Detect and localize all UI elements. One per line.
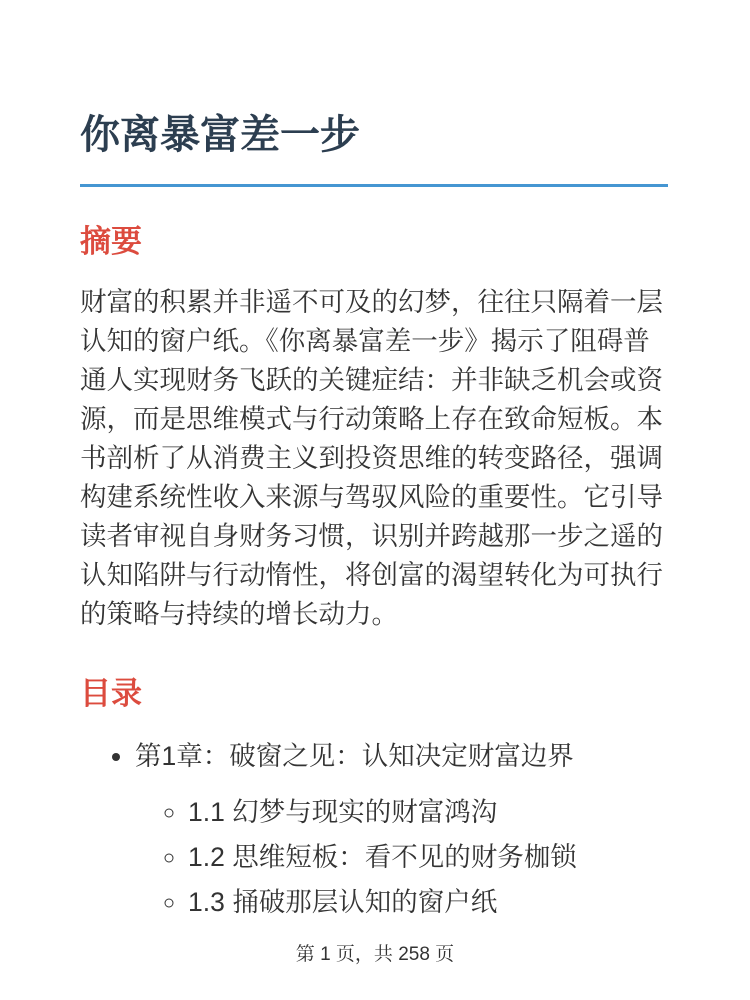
toc-section-item: ◦ 1.2 思维短板：看不见的财务枷锁	[188, 838, 670, 877]
toc-section-item: ◦ 1.3 捅破那层认知的窗户纸	[188, 883, 670, 922]
toc-list	[80, 737, 670, 922]
toc-heading: 目录	[80, 676, 142, 711]
summary-paragraph: 财富的积累并非遥不可及的幻梦，往往只隔着一层认知的窗户纸。《你离暴富差一步》揭示了阻碍普通人实现财务飞跃的关键症结：并非缺乏机会或资源，而是思维模式与行动策略上存在致命短板。本书剖析了从消费主义到投资思维的转变路径，强调构建系统性收入来源与驾驭风险的重要性。它引导读者审视自身财务习惯，识别并跨越那一步之遥的认知陷阱与行动惰性，将创富的渴望转化为可执行的策略与持续的增长动力。	[80, 287, 663, 629]
toc-section-item: ◦ 1.1 幻梦与现实的财富鸿沟	[188, 793, 670, 832]
toc-chapter-label: 第1章：破窗之见：认知决定财富边界	[135, 741, 574, 771]
toc-chapter-item	[135, 737, 670, 922]
toc-sublist	[135, 793, 670, 922]
book-title: 你离暴富差一步	[80, 113, 360, 157]
summary-heading: 摘要	[80, 224, 142, 259]
title-divider-rule	[80, 184, 668, 187]
page-number-indicator: 第 1 页，共 258 页	[295, 944, 455, 965]
